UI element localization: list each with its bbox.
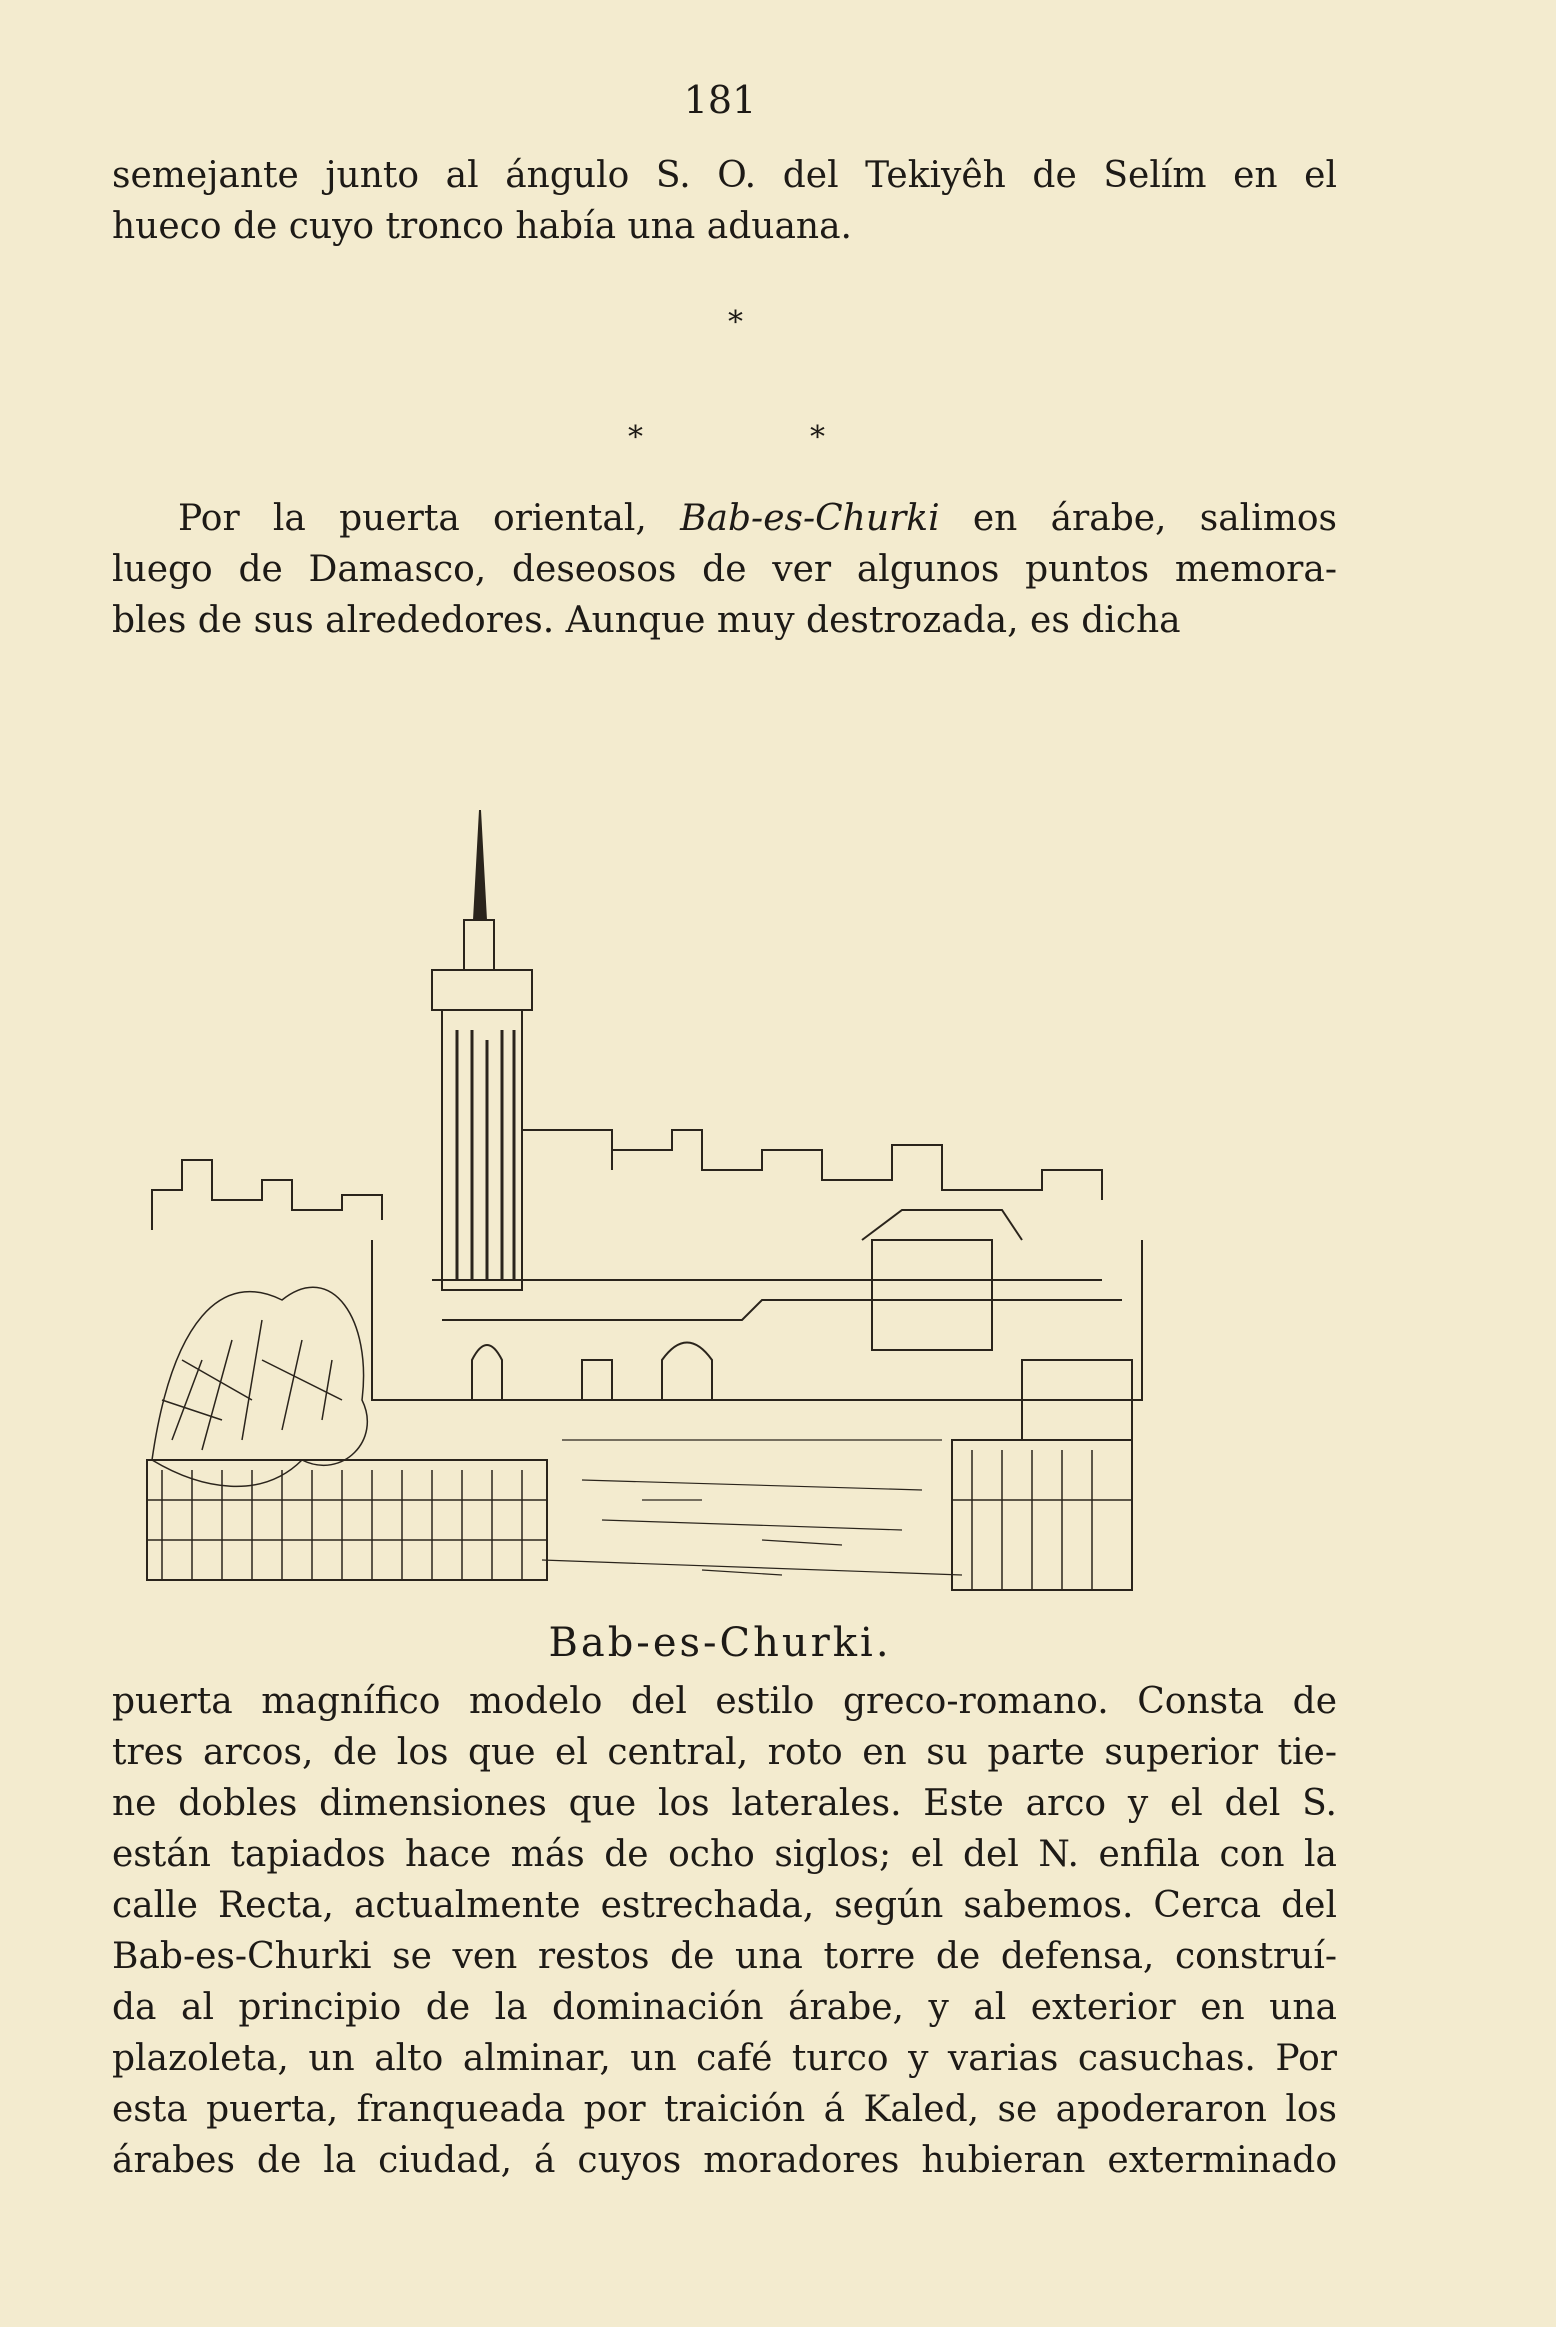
text-line: luego de Damasco, deseosos de ver algunos puntos memora- [112, 549, 1337, 590]
text-line: hueco de cuyo tronco había una aduana. [112, 206, 853, 247]
engraving-illustration [142, 800, 1226, 1610]
bottom-paragraph [112, 1676, 1337, 2186]
text-line: Bab-es-Churki se ven restos de una torre de defensa, construí- [112, 1936, 1337, 1977]
text-line: esta puerta, franqueada por traición á Kaled, se apoderaron los [112, 2089, 1337, 2130]
separator-star: * [628, 420, 643, 455]
text-line: plazoleta, un alto alminar, un café turco y varias casuchas. Por [112, 2038, 1337, 2079]
page-number: 181 [683, 78, 757, 122]
text-line: bles de sus alrededores. Aunque muy destrozada, es dicha [112, 600, 1181, 641]
text-line: Por la puerta oriental, Bab-es-Churki en árabe, salimos [178, 498, 1337, 539]
separator-star: * [728, 305, 743, 340]
illustration-caption: Bab-es-Churki. [548, 1620, 892, 1666]
text-line: calle Recta, actualmente estrechada, según sabemos. Cerca del [112, 1885, 1337, 1926]
text-line: están tapiados hace más de ocho siglos; el del N. enfila con la [112, 1834, 1337, 1875]
top-paragraph [112, 150, 1337, 252]
text-line: da al principio de la dominación árabe, y al exterior en una [112, 1987, 1337, 2028]
text-line: semejante junto al ángulo S. O. del Tekiyêh de Selím en el [112, 155, 1337, 196]
paragraph-two [112, 493, 1337, 646]
text-line: puerta magnífico modelo del estilo greco-romano. Consta de [112, 1681, 1337, 1722]
text-line: árabes de la ciudad, á cuyos moradores hubieran exterminado [112, 2140, 1337, 2181]
separator-star: * [810, 420, 825, 455]
section-separator [0, 305, 1556, 455]
text-line: tres arcos, de los que el central, roto en su parte superior tie- [112, 1732, 1337, 1773]
text-line: ne dobles dimensiones que los laterales. Este arco y el del S. [112, 1783, 1337, 1824]
